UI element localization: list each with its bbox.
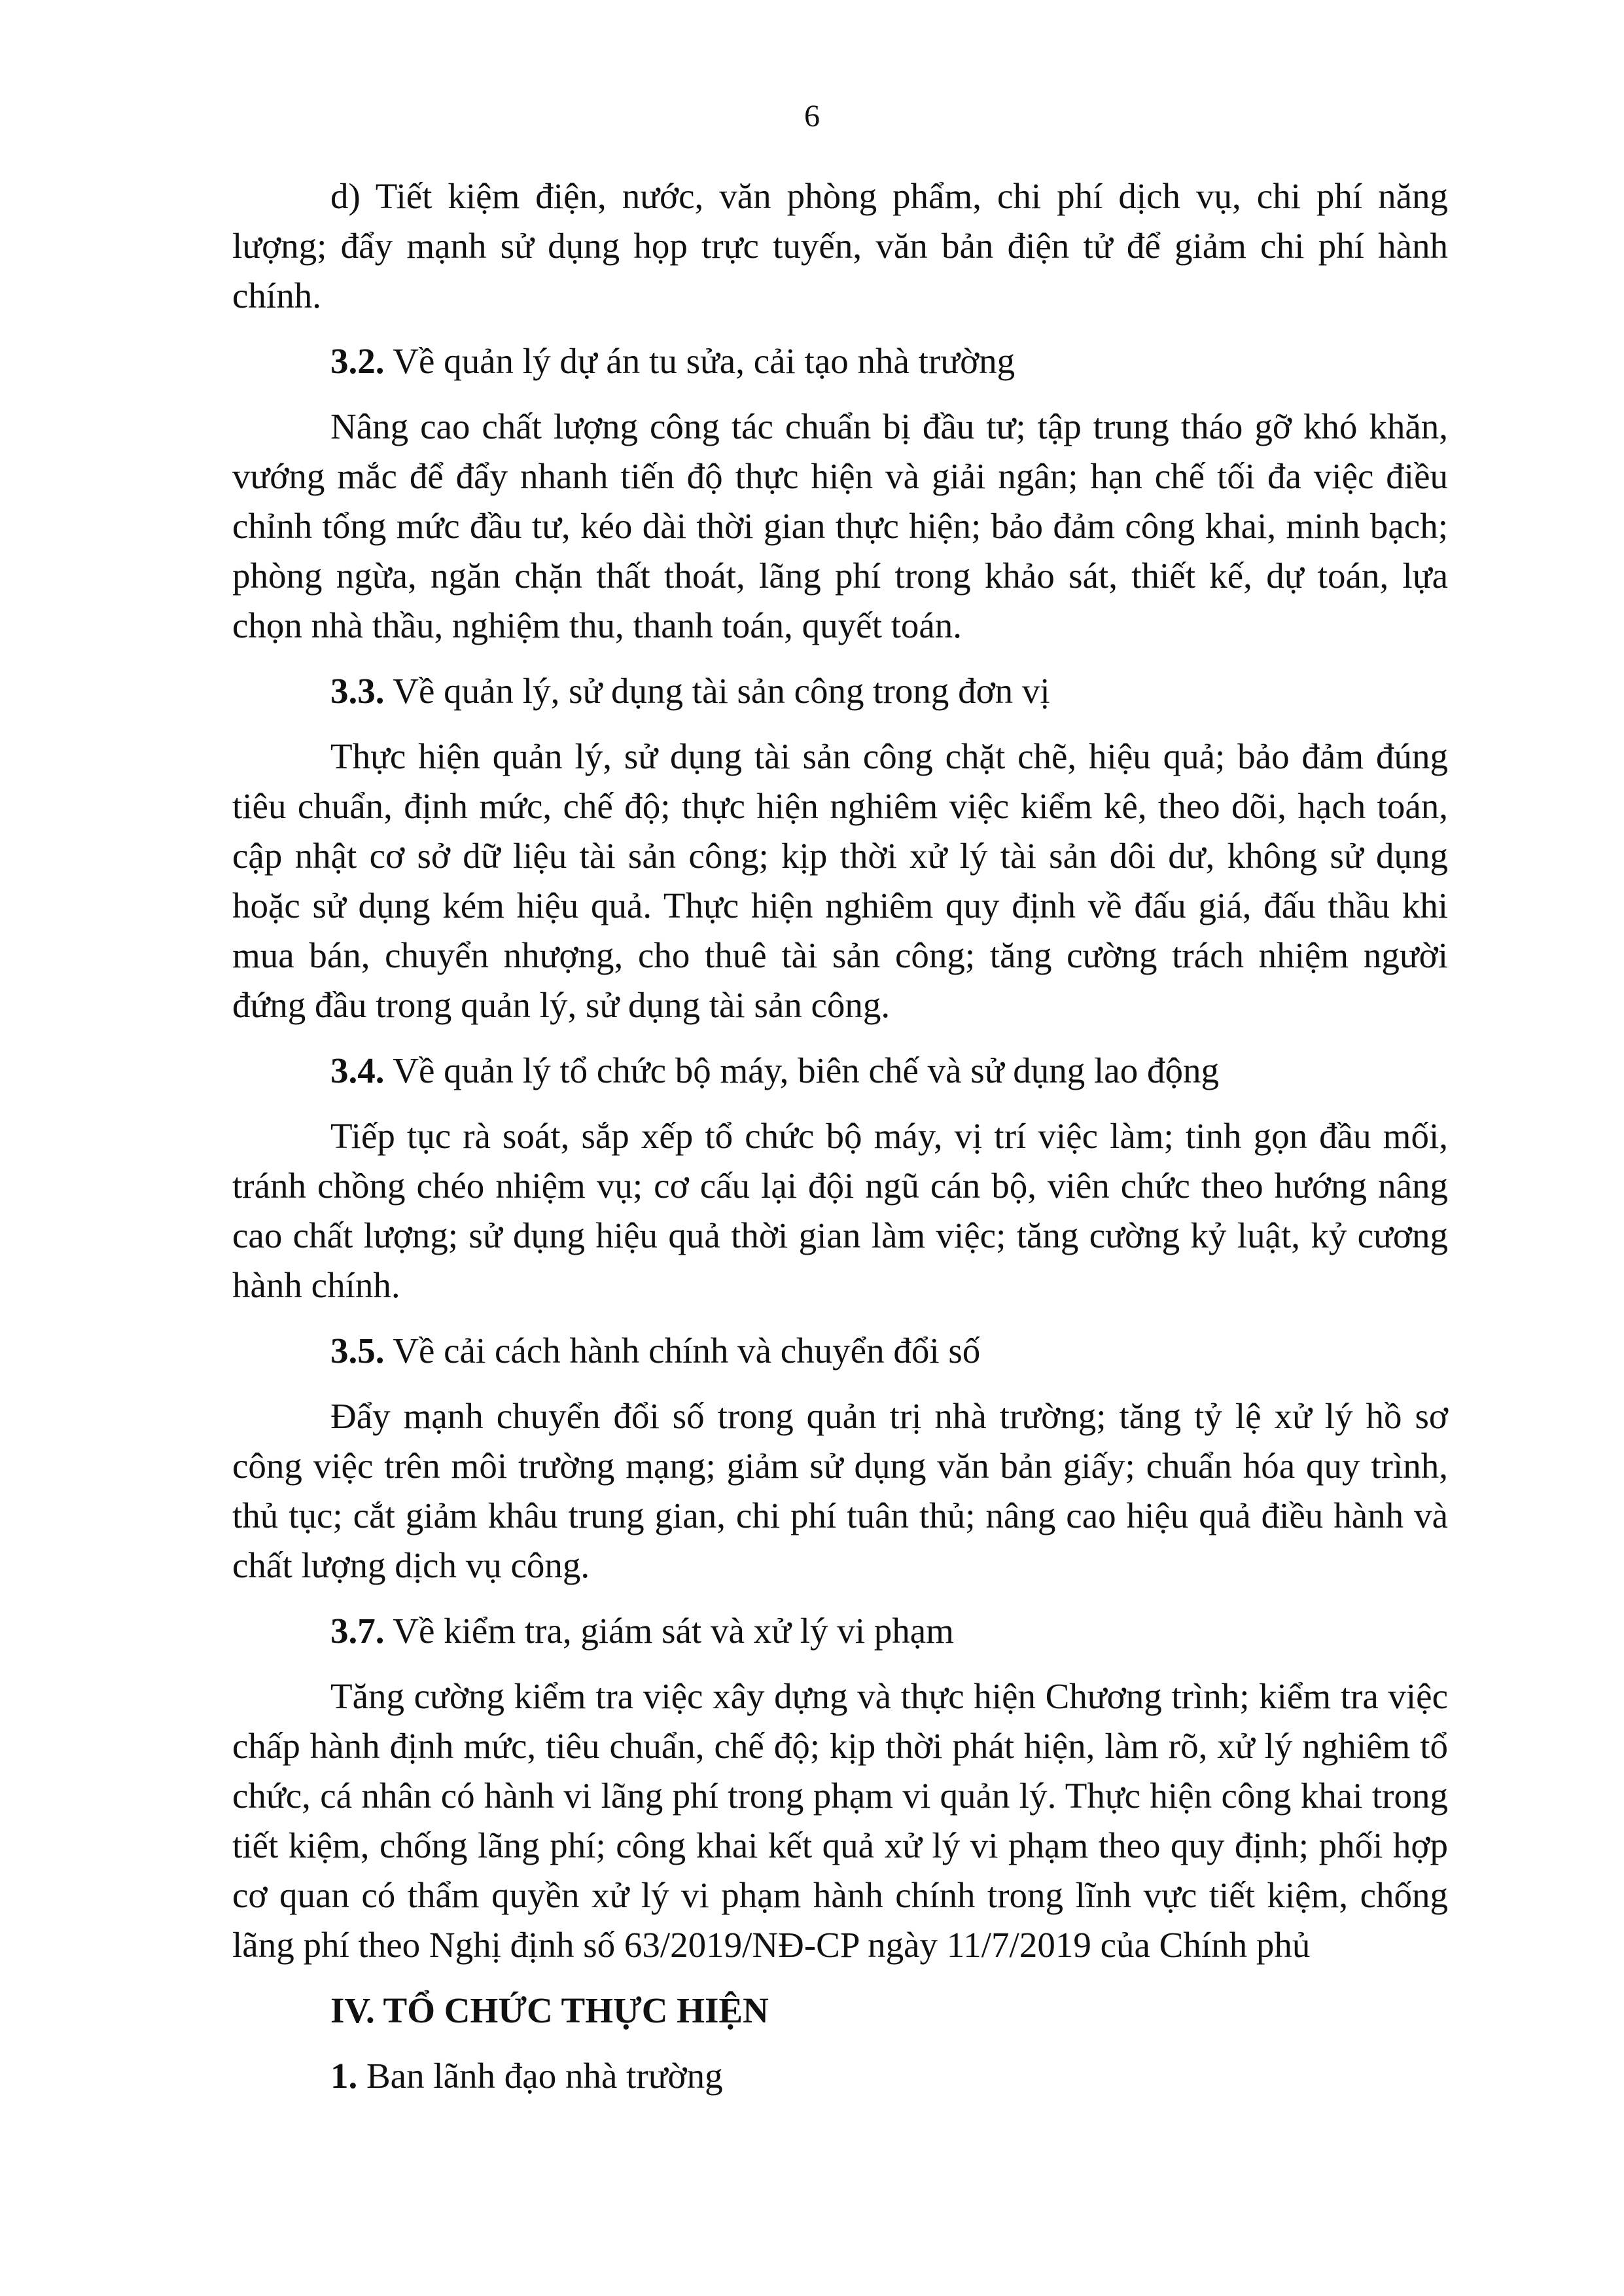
page-number: 6 [804,99,820,134]
heading-1-number: 1. [330,2056,358,2096]
heading-1-text: Ban lãnh đạo nhà trường [357,2056,723,2096]
heading-3-5-number: 3.5. [330,1331,385,1371]
paragraph-3-3: Thực hiện quản lý, sử dụng tài sản công chặt chẽ, hiệu quả; bảo đảm đúng tiêu chuẩn, định mức, chế độ; thực hiện nghiêm việc kiểm kê, theo dõi, hạch toán, cập nhật cơ sở dữ liệu tài sản công; kịp thời xử lý tài sản dôi dư, không sử dụng hoặc sử dụng kém hiệu quả. Thực hiện nghiêm quy định về đấu giá, đấu thầu khi mua bán, chuyển nhượng, cho thuê tài sản công; tăng cường trách nhiệm người đứng đầu trong quản lý, sử dụng tài sản công. [232,736,1448,1025]
section-iv-heading: IV. TỔ CHỨC THỰC HIỆN [330,1990,769,2030]
paragraph-3-5: Đẩy mạnh chuyển đổi số trong quản trị nhà trường; tăng tỷ lệ xử lý hồ sơ công việc trên môi trường mạng; giảm sử dụng văn bản giấy; chuẩn hóa quy trình, thủ tục; cắt giảm khâu trung gian, chi phí tuân thủ; nâng cao hiệu quả điều hành và chất lượng dịch vụ công. [232,1396,1448,1585]
heading-3-4-text: Về quản lý tổ chức bộ máy, biên chế và sử dụng lao động [384,1050,1219,1090]
heading-3-3 [232,666,1448,716]
heading-3-4 [232,1046,1448,1096]
paragraph-3-7: Tăng cường kiểm tra việc xây dựng và thực hiện Chương trình; kiểm tra việc chấp hành định mức, tiêu chuẩn, chế độ; kịp thời phát hiện, làm rõ, xử lý nghiêm tổ chức, cá nhân có hành vi lãng phí trong phạm vi quản lý. Thực hiện công khai trong tiết kiệm, chống lãng phí; công khai kết quả xử lý vi phạm theo quy định; phối hợp cơ quan có thẩm quyền xử lý vi phạm hành chính trong lĩnh vực tiết kiệm, chống lãng phí theo Nghị định số 63/2019/NĐ-CP ngày 11/7/2019 của Chính phủ [232,1676,1448,1965]
heading-3-3-text: Về quản lý, sử dụng tài sản công trong đơn vị [384,671,1050,711]
heading-3-2 [232,336,1448,386]
heading-3-4-number: 3.4. [330,1050,385,1090]
heading-3-2-text: Về quản lý dự án tu sửa, cải tạo nhà trường [384,341,1015,381]
heading-3-7-text: Về kiểm tra, giám sát và xử lý vi phạm [384,1611,954,1651]
paragraph-d: d) Tiết kiệm điện, nước, văn phòng phẩm, chi phí dịch vụ, chi phí năng lượng; đẩy mạnh sử dụng họp trực tuyến, văn bản điện tử để giảm chi phí hành chính. [232,176,1448,315]
heading-3-7-number: 3.7. [330,1611,385,1651]
heading-3-3-number: 3.3. [330,671,385,711]
heading-3-2-number: 3.2. [330,341,385,381]
paragraph-3-4: Tiếp tục rà soát, sắp xếp tổ chức bộ máy, vị trí việc làm; tinh gọn đầu mối, tránh chồng chéo nhiệm vụ; cơ cấu lại đội ngũ cán bộ, viên chức theo hướng nâng cao chất lượng; sử dụng hiệu quả thời gian làm việc; tăng cường kỷ luật, kỷ cương hành chính. [232,1116,1448,1305]
heading-1 [232,2051,1448,2101]
heading-3-5-text: Về cải cách hành chính và chuyển đổi số [384,1331,981,1371]
paragraph-3-2: Nâng cao chất lượng công tác chuẩn bị đầu tư; tập trung tháo gỡ khó khăn, vướng mắc để đẩy nhanh tiến độ thực hiện và giải ngân; hạn chế tối đa việc điều chỉnh tổng mức đầu tư, kéo dài thời gian thực hiện; bảo đảm công khai, minh bạch; phòng ngừa, ngăn chặn thất thoát, lãng phí trong khảo sát, thiết kế, dự toán, lựa chọn nhà thầu, nghiệm thu, thanh toán, quyết toán. [232,406,1448,645]
document-body [232,171,1448,2117]
heading-3-5 [232,1326,1448,1376]
heading-3-7 [232,1606,1448,1656]
